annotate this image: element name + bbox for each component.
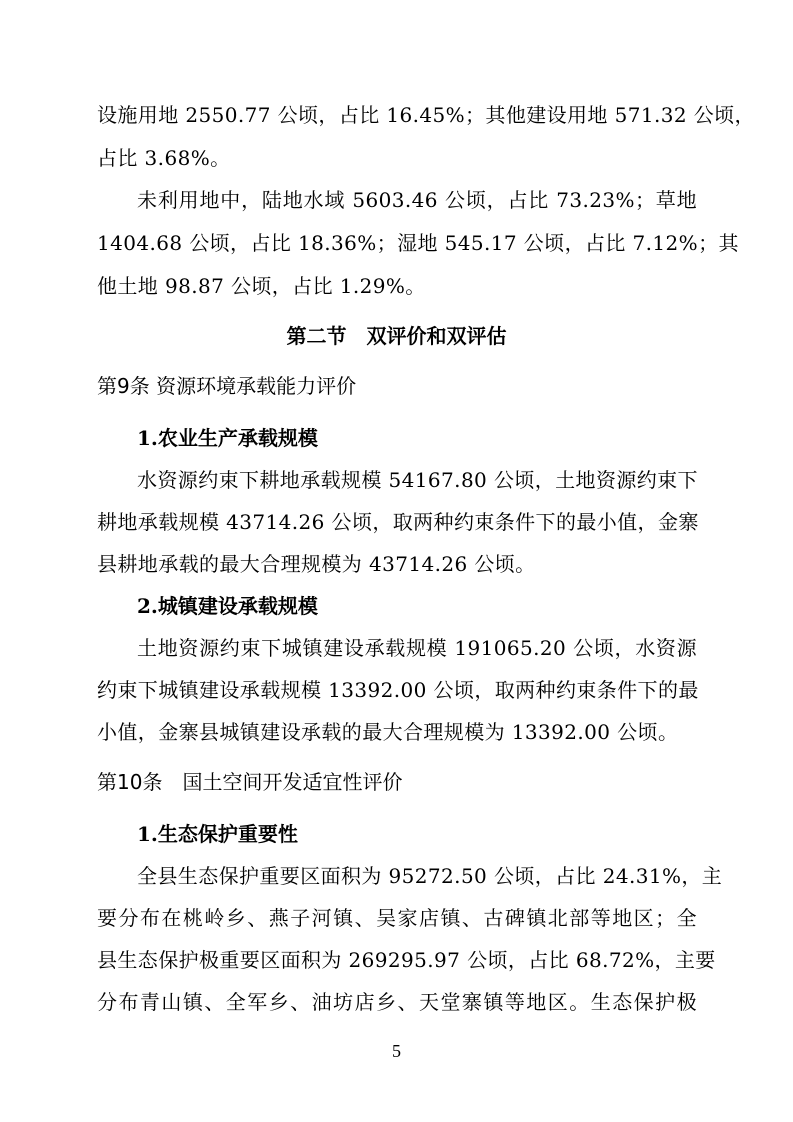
paragraph-line: 1404.68 公顷，占比 18.36%；湿地 545.17 公顷，占比 7.12%；其: [97, 231, 739, 255]
paragraph-line: 未利用地中，陆地水域 5603.46 公顷，占比 73.23%；草地: [137, 188, 697, 212]
paragraph-line: 县生态保护极重要区面积为 269295.97 公顷，占比 68.72%，主要: [97, 948, 716, 972]
paragraph-line: 水资源约束下耕地承载规模 54167.80 公顷，土地资源约束下: [137, 468, 698, 492]
section-title: 第二节 双评价和双评估: [286, 324, 507, 348]
paragraph-line: 设施用地 2550.77 公顷，占比 16.45%；其他建设用地 571.32 公顷，: [97, 103, 755, 127]
subsection-heading: 1.农业生产承载规模: [137, 426, 318, 450]
page-number: 5: [392, 1041, 401, 1061]
article-heading: 第9条 资源环境承载能力评价: [97, 374, 357, 398]
paragraph-line: 土地资源约束下城镇建设承载规模 191065.20 公顷，水资源: [137, 636, 697, 660]
paragraph-line: 他土地 98.87 公顷，占比 1.29%。: [97, 274, 426, 298]
subsection-heading: 1.生态保护重要性: [137, 822, 298, 846]
paragraph-line: 耕地承载规模 43714.26 公顷，取两种约束条件下的最小值，金寨: [97, 510, 699, 534]
paragraph-line: 全县生态保护重要区面积为 95272.50 公顷，占比 24.31%，主: [137, 864, 723, 888]
paragraph-line: 分布青山镇、全军乡、油坊店乡、天堂寨镇等地区。生态保护极: [97, 990, 697, 1014]
paragraph-line: 占比 3.68%。: [97, 146, 231, 170]
paragraph-line: 约束下城镇建设承载规模 13392.00 公顷，取两种约束条件下的最: [97, 678, 699, 702]
paragraph-line: 小值，金寨县城镇建设承载的最大合理规模为 13392.00 公顷。: [97, 720, 679, 744]
paragraph-line: 要分布在桃岭乡、燕子河镇、吴家店镇、古碑镇北部等地区；全: [97, 906, 697, 930]
article-heading: 第10条 国土空间开发适宜性评价: [97, 770, 403, 794]
paragraph-line: 县耕地承载的最大合理规模为 43714.26 公顷。: [97, 552, 536, 576]
subsection-heading: 2.城镇建设承载规模: [137, 594, 318, 618]
